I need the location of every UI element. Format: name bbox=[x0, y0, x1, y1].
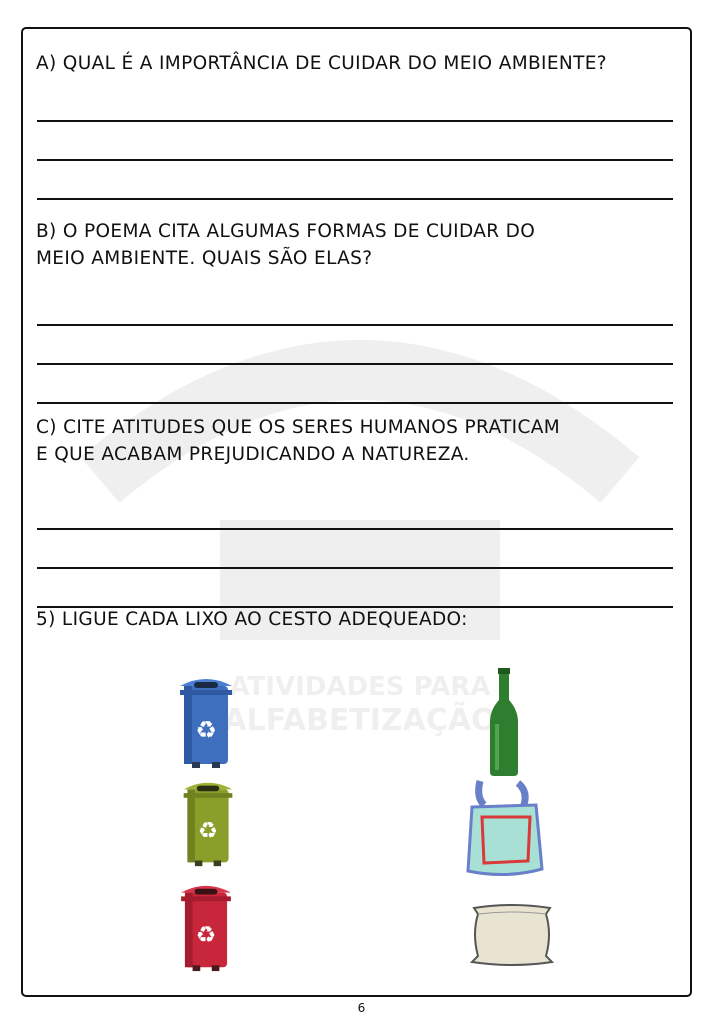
answer-line[interactable] bbox=[37, 159, 673, 161]
question-b-line-1: B) O POEMA CITA ALGUMAS FORMAS DE CUIDAR DO bbox=[36, 221, 536, 242]
svg-text:♻: ♻ bbox=[195, 922, 217, 949]
page-border bbox=[21, 27, 692, 997]
svg-text:♻: ♻ bbox=[197, 818, 219, 845]
answer-line[interactable] bbox=[37, 567, 673, 569]
answer-line[interactable] bbox=[37, 363, 673, 365]
answer-line[interactable] bbox=[37, 528, 673, 530]
answer-line[interactable] bbox=[37, 198, 673, 200]
answer-line[interactable] bbox=[37, 324, 673, 326]
bottle-icon[interactable] bbox=[484, 666, 524, 778]
watermark-text-2: ALFABETIZAÇÃO bbox=[223, 703, 497, 738]
question-c-line-1: C) CITE ATITUDES QUE OS SERES HUMANOS PRATICAM bbox=[36, 417, 561, 438]
question-a: A) QUAL É A IMPORTÂNCIA DE CUIDAR DO MEIO AMBIENTE? bbox=[36, 53, 607, 74]
page-number: 6 bbox=[357, 1001, 366, 1015]
blue-recycling-bin-icon[interactable] bbox=[178, 676, 234, 770]
green-recycling-bin-icon[interactable] bbox=[181, 780, 235, 868]
paper-icon[interactable] bbox=[466, 902, 558, 968]
red-recycling-bin-icon[interactable] bbox=[178, 883, 234, 973]
svg-text:♻: ♻ bbox=[195, 716, 217, 744]
watermark-text-1: ATIVIDADES PARA bbox=[229, 672, 491, 702]
question-c-line-2: E QUE ACABAM PREJUDICANDO A NATUREZA. bbox=[36, 444, 470, 465]
exercise-5-prompt: 5) LIGUE CADA LIXO AO CESTO ADEQUEADO: bbox=[36, 609, 468, 630]
bag-icon[interactable] bbox=[468, 781, 542, 875]
answer-line[interactable] bbox=[37, 120, 673, 122]
answer-line[interactable] bbox=[37, 402, 673, 404]
question-b-line-2: MEIO AMBIENTE. QUAIS SÃO ELAS? bbox=[36, 248, 373, 269]
